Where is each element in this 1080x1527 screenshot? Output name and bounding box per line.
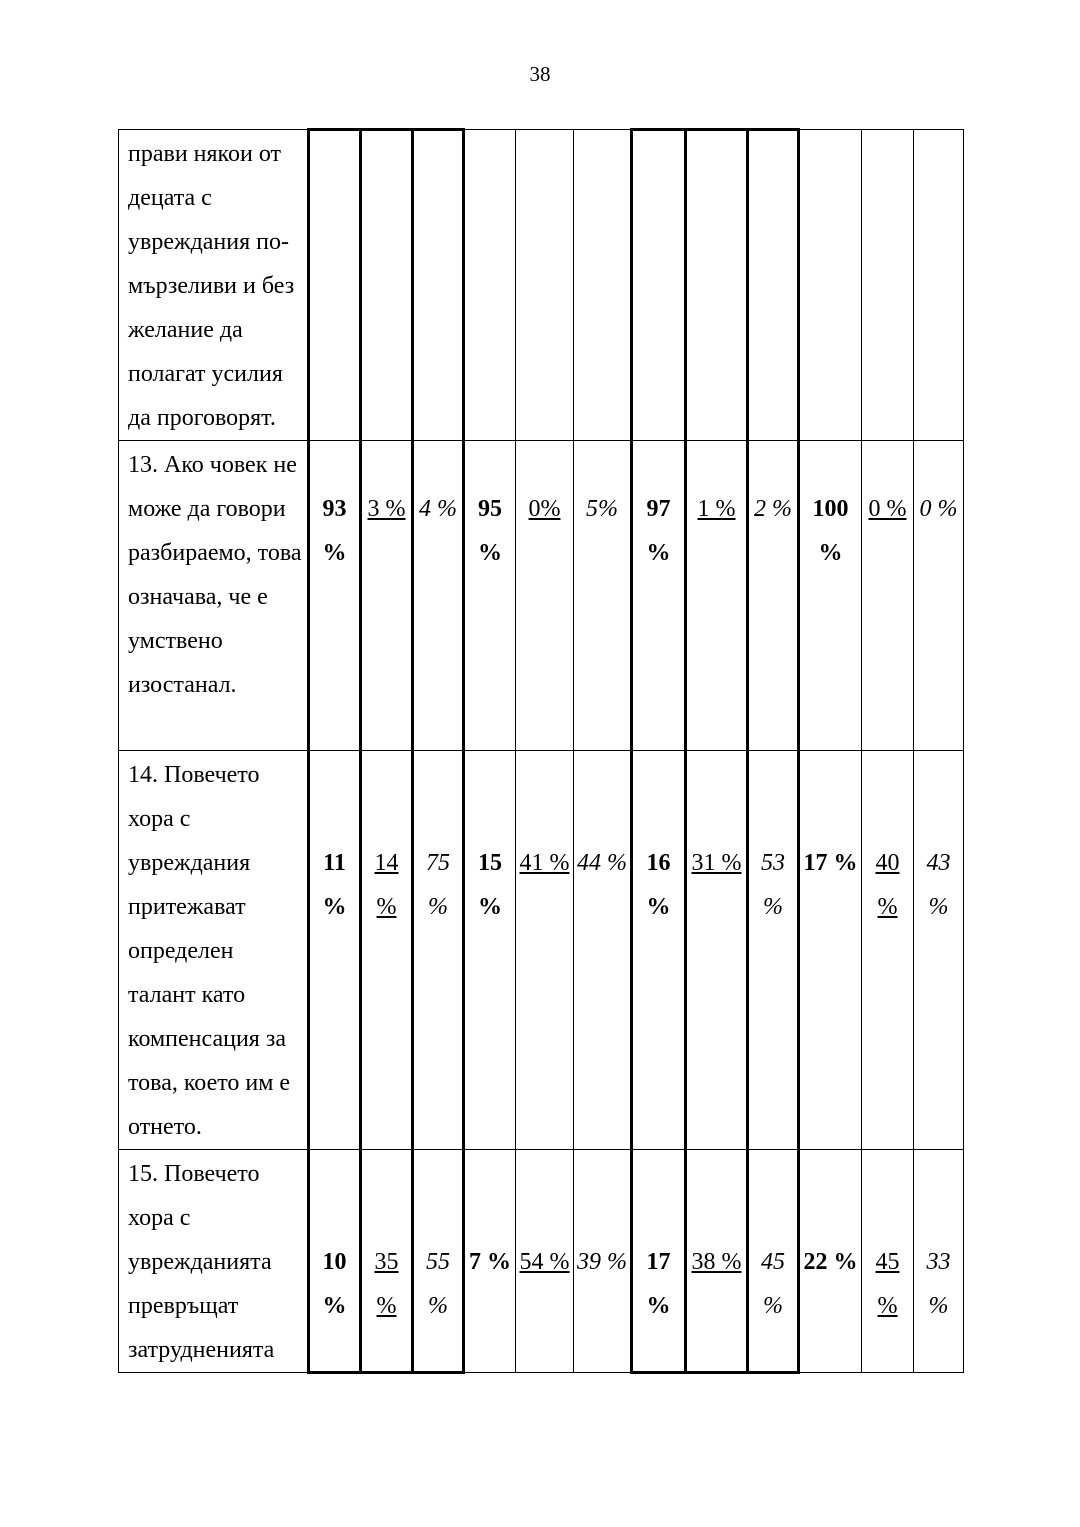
percentage-value: 45 % <box>875 1249 900 1319</box>
question-cell: 13. Ако човек не може да говори разбираемо, това означава, че е умствено изостанал. <box>119 441 309 751</box>
percentage-value: 5% <box>586 496 618 522</box>
value-cell <box>862 130 914 441</box>
value-cell <box>914 751 964 1150</box>
value-cell <box>799 441 862 751</box>
value-cell <box>574 751 632 1150</box>
value-cell <box>574 441 632 751</box>
table-row <box>119 441 964 751</box>
value-cell <box>914 1150 964 1373</box>
table-row <box>119 751 964 1150</box>
value-cell <box>516 1150 574 1373</box>
percentage-value: 100 % <box>812 496 849 566</box>
percentage-value: 33 % <box>926 1249 951 1319</box>
percentage-value: 11 % <box>322 850 347 920</box>
survey-results-table <box>118 128 964 1374</box>
value-cell <box>309 441 361 751</box>
percentage-value: 75 % <box>426 850 450 920</box>
value-cell <box>799 751 862 1150</box>
value-cell <box>309 751 361 1150</box>
percentage-value: 55 % <box>426 1249 450 1319</box>
value-cell <box>361 751 413 1150</box>
value-cell <box>361 441 413 751</box>
percentage-value: 40 % <box>875 850 900 920</box>
value-cell <box>632 441 686 751</box>
value-cell <box>862 1150 914 1373</box>
value-cell <box>632 751 686 1150</box>
value-cell <box>914 441 964 751</box>
percentage-value: 2 % <box>754 496 792 522</box>
percentage-value: 1 % <box>697 496 736 522</box>
question-cell: 14. Повечето хора с увреждания притежават определен талант като компенсация за това, което им е отнето. <box>119 751 309 1150</box>
value-cell <box>309 130 361 441</box>
percentage-value: 16 % <box>646 850 671 920</box>
value-cell <box>309 1150 361 1373</box>
value-cell <box>361 1150 413 1373</box>
value-cell <box>748 441 799 751</box>
value-cell <box>464 441 516 751</box>
value-cell <box>914 130 964 441</box>
table-row <box>119 130 964 441</box>
value-cell <box>516 441 574 751</box>
value-cell <box>862 441 914 751</box>
value-cell <box>632 1150 686 1373</box>
value-cell <box>413 130 464 441</box>
question-cell: прави някои от децата с увреждания по-мързеливи и без желание да полагат усилия да проговорят. <box>119 130 309 441</box>
percentage-value: 53 % <box>761 850 785 920</box>
percentage-value: 54 % <box>519 1249 570 1275</box>
value-cell <box>632 130 686 441</box>
percentage-value: 44 % <box>577 850 627 876</box>
percentage-value: 3 % <box>367 496 406 522</box>
value-cell <box>574 1150 632 1373</box>
value-cell <box>686 1150 748 1373</box>
value-cell <box>799 130 862 441</box>
percentage-value: 4 % <box>419 496 457 522</box>
value-cell <box>413 441 464 751</box>
percentage-value: 45 % <box>761 1249 785 1319</box>
table-row <box>119 1150 964 1373</box>
value-cell <box>464 130 516 441</box>
value-cell <box>413 751 464 1150</box>
percentage-value: 7 % <box>469 1249 511 1275</box>
value-cell <box>516 751 574 1150</box>
value-cell <box>686 130 748 441</box>
value-cell <box>574 130 632 441</box>
percentage-value: 0 % <box>919 496 958 522</box>
percentage-value: 93 % <box>322 496 347 566</box>
percentage-value: 10 % <box>322 1249 347 1319</box>
percentage-value: 0 % <box>868 496 907 522</box>
percentage-value: 22 % <box>803 1249 858 1275</box>
value-cell <box>686 751 748 1150</box>
percentage-value: 15 % <box>478 850 502 920</box>
percentage-value: 35 % <box>374 1249 399 1319</box>
percentage-value: 39 % <box>577 1249 627 1275</box>
value-cell <box>862 751 914 1150</box>
value-cell <box>516 130 574 441</box>
percentage-value: 14 % <box>374 850 399 920</box>
value-cell <box>748 1150 799 1373</box>
percentage-value: 0% <box>528 496 561 522</box>
percentage-value: 43 % <box>926 850 951 920</box>
value-cell <box>748 751 799 1150</box>
percentage-value: 17 % <box>803 850 858 876</box>
percentage-value: 31 % <box>691 850 742 876</box>
value-cell <box>361 130 413 441</box>
page-number: 38 <box>529 62 551 86</box>
value-cell <box>464 751 516 1150</box>
value-cell <box>686 441 748 751</box>
percentage-value: 17 % <box>646 1249 671 1319</box>
value-cell <box>413 1150 464 1373</box>
percentage-value: 41 % <box>519 850 570 876</box>
value-cell <box>799 1150 862 1373</box>
question-cell: 15. Повечето хора с уврежданията превръщат затрудненията <box>119 1150 309 1373</box>
value-cell <box>748 130 799 441</box>
value-cell <box>464 1150 516 1373</box>
percentage-value: 97 % <box>646 496 671 566</box>
percentage-value: 95 % <box>478 496 502 566</box>
percentage-value: 38 % <box>691 1249 742 1275</box>
